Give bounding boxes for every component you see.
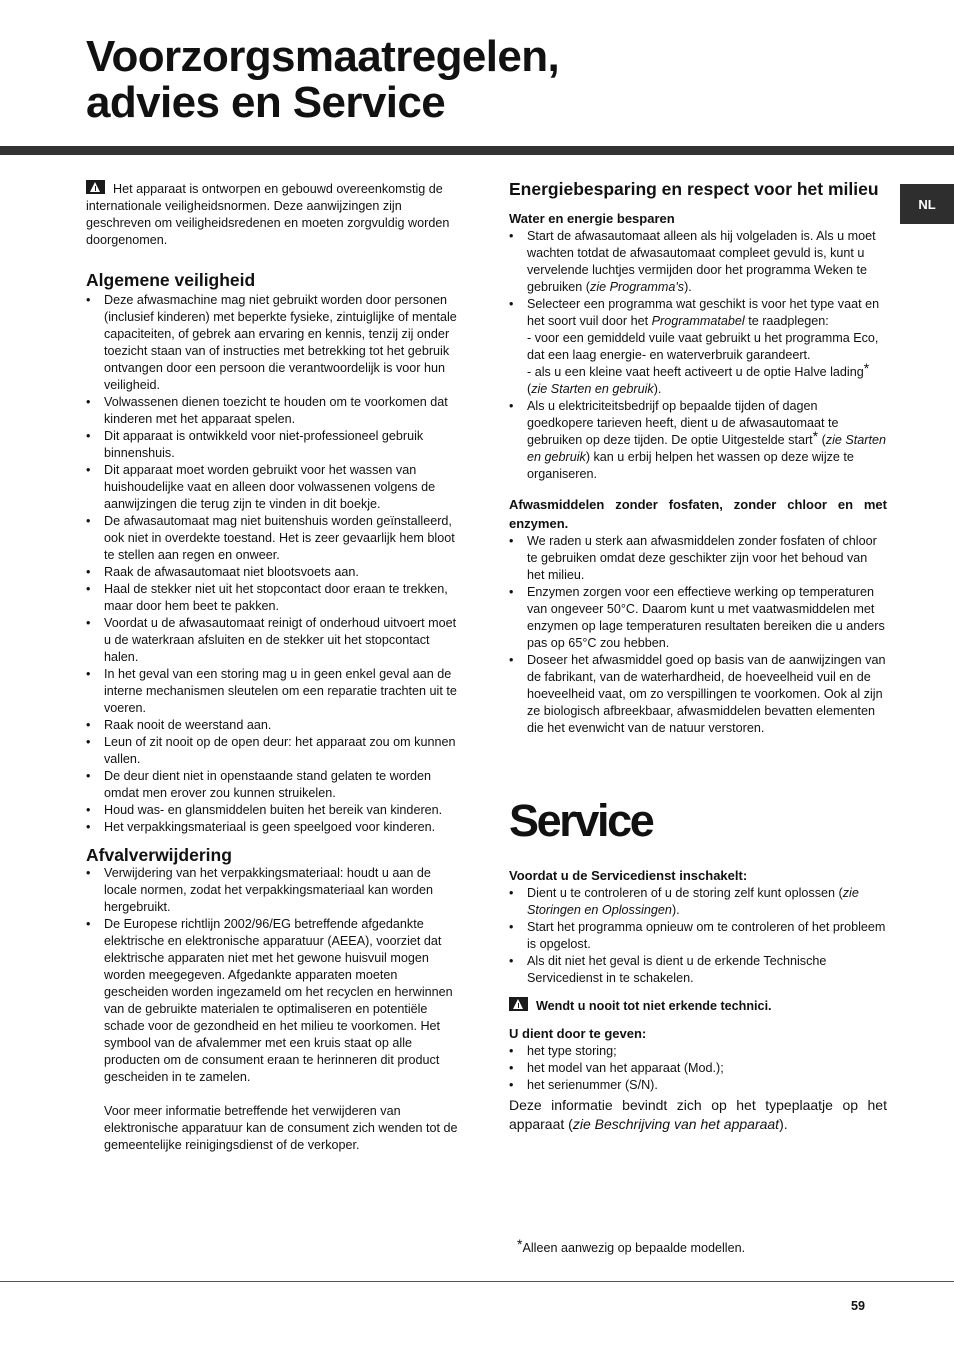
footnote-star: * [517,1236,523,1252]
list-item: • Voordat u de afwasautomaat reinigt of onderhoud uitvoert moet u de waterkraan afsluiten en de stekker uit het stopcontact halen. [86,615,464,666]
footnote [517,1236,746,1257]
list-item: • Het verpakkingsmateriaal is geen speelgoed voor kinderen. [86,819,464,836]
safety-list [86,292,464,836]
list-item: • Enzymen zorgen voor een effectieve werking op temperaturen van ongeveer 50°C. Daarom kunt u met vaatwasmiddelen met enzymen op lage temperaturen resultaten bereiken die u anders pas op 65°C zou hebben. [509,584,887,652]
energy-heading: Energiebesparing en respect voor het milieu [509,179,879,199]
cross-reference: zie Starten en gebruik [531,382,654,396]
list-item: • In het geval van een storing mag u in geen enkel geval aan de interne mechanismen sleutelen om een reparatie trachten uit te voeren. [86,666,464,717]
water-list [509,228,887,483]
list-item: • De deur dient niet in openstaande stand gelaten te worden omdat men erover zou kunnen struikelen. [86,768,464,802]
list-item: • het type storing; [509,1043,887,1060]
sub-item: - als u een kleine vaat heeft activeert u de optie Halve lading* (zie Starten en gebruik). [527,360,870,396]
list-item: • Raak de afwasautomaat niet blootsvoets aan. [86,564,464,581]
list-item: • Als dit niet het geval is dient u de erkende Technische Servicedienst in te schakelen. [509,953,887,987]
list-item: • De afwasautomaat mag niet buitenshuis worden geïnstalleerd, ook niet in overdekte toestand. Het is zeer gevaarlijk hem bloot te stellen aan regen en onweer. [86,513,464,564]
cross-reference: zie Beschrijving van het apparaat [572,1116,780,1132]
list-item: • We raden u sterk aan afwasmiddelen zonder fosfaten of chloor te gebruiken omdat deze geschikter zijn voor het behoud van het milieu. [509,533,887,584]
footnote-star: * [863,360,870,376]
list-item: • Dient u te controleren of u de storing zelf kunt oplossen (zie Storingen en Oplossingen). [509,885,887,919]
list-item: • Deze afwasmachine mag niet gebruikt worden door personen (inclusief kinderen) met beperkte fysieke, zintuiglijke of mentale capaciteiten, of gebrek aan ervaring en kennis, tenzij zij onder toezicht staan van of instructies met betrekking tot het gebruik ontvangen door een persoon die verantwoordelijk is voor hun veiligheid. [86,292,464,394]
list-item: • het model van het apparaat (Mod.); [509,1060,887,1077]
before-heading: Voordat u de Servicedienst inschakelt: [509,868,748,883]
detergent-heading: Afwasmiddelen zonder fosfaten, zonder chloor en met enzymen. [509,497,887,531]
service-title: Service [509,795,653,846]
list-item: • Volwassenen dienen toezicht te houden om te voorkomen dat kinderen met het apparaat spelen. [86,394,464,428]
intro-paragraph [86,180,464,249]
list-item: • het serienummer (S/N). [509,1077,887,1094]
cross-reference: Programmatabel [651,314,745,328]
header-rule [0,146,954,155]
page-number: 59 [851,1299,866,1313]
list-item: • De Europese richtlijn 2002/96/EG betreffende afgedankte elektrische en elektronische apparatuur (AEEA), voorziet dat elektrische apparaten niet met het gewone huisvuil mogen worden meegegeven. Afgedankte apparaten moeten gescheiden worden ingezameld om het recyclen en herwinnen van de gebruikte materialen te optimaliseren en potentiële schade voor de gezondheid en het milieu te voorkomen. Het symbool van de afvalemmer met een kruis staat op alle producten om de consument eraan te herinneren dit product gescheiden in te zamelen. [86,916,464,1086]
cross-reference: zie Programma's [590,280,685,294]
list-item: • Haal de stekker niet uit het stopcontact door eraan te trekken, maar door hem beet te pakken. [86,581,464,615]
page-title [86,34,559,126]
cross-reference: zie Storingen en Oplossingen [527,886,859,917]
list-item: • Verwijdering van het verpakkingsmateriaal: houdt u aan de locale normen, zodat het verpakkingsmateriaal kan worden hergebruikt. [86,865,464,916]
list-item: • Start de afwasautomaat alleen als hij volgeladen is. Als u moet wachten totdat de afwasautomaat compleet gevuld is, kunt u vervelende luchtjes vermijden door het programma Weken te gebruiken (zie Programma's). [509,228,887,296]
list-item: • Start het programma opnieuw om te controleren of het probleem is opgelost. [509,919,887,953]
list-item: • Selecteer een programma wat geschikt is voor het type vaat en het soort vuil door het Programmatabel te raadplegen: - voor een gemiddeld vuile vaat gebruikt u het programma Eco, dat een laag energie- en waterverbruik garandeert. - als u een kleine vaat heeft activeert u de optie Halve lading* (zie Starten en gebruik). [509,296,887,398]
closing-paragraph: Deze informatie bevindt zich op het typeplaatje op het apparaat (zie Beschrijving van het apparaat). [509,1097,887,1132]
list-item: • Dit apparaat is ontwikkeld voor niet-professioneel gebruik binnenshuis. [86,428,464,462]
cross-reference: zie Starten en gebruik [527,433,886,464]
water-heading: Water en energie besparen [509,211,675,226]
list-item: • Raak nooit de weerstand aan. [86,717,464,734]
footnote-text: Alleen aanwezig op bepaalde modellen. [522,1241,746,1255]
list-item: • Houd was- en glansmiddelen buiten het bereik van kinderen. [86,802,464,819]
list-item: • Doseer het afwasmiddel goed op basis van de aanwijzingen van de fabrikant, van de waterhardheid, de hoeveelheid vuil en de hoeveelheid vaat, om zo verspillingen te voorkomen. Ook al zijn ze biologisch afbreekbaar, afwasmiddelen bevatten elementen die het evenwicht van de natuur verstoren. [509,652,887,737]
safety-heading: Algemene veiligheid [86,270,256,290]
technician-warning: Wendt u nooit tot niet erkende technici. [509,997,887,1015]
waste-heading: Afvalverwijdering [86,845,232,865]
list-item: • Als u elektriciteitsbedrijf op bepaalde tijden of dagen goedkopere tarieven heeft, dient u de afwasautomaat te gebruiken op deze tijden. De optie Uitgestelde start* (zie Starten en gebruik) kan u erbij helpen het wassen op deze wijze te organiseren. [509,398,887,483]
warning-icon [86,180,105,194]
page-title-line2: advies en Service [86,78,446,127]
footer-rule [0,1281,954,1282]
list-item: • Dit apparaat moet worden gebruikt voor het wassen van huishoudelijke vaat en alleen door volwassenen volgens de aanwijzingen die terug zijn te vinden in dit boekje. [86,462,464,513]
right-column [509,180,887,1134]
sub-item: - voor een gemiddeld vuile vaat gebruikt u het programma Eco, dat een laag energie- en waterverbruik garandeert. [527,331,879,362]
footnote-star: * [812,428,819,444]
give-heading: U dient door te geven: [509,1026,647,1041]
language-tab: NL [900,184,954,224]
give-list [509,1043,887,1094]
warning-icon [509,997,528,1011]
left-column [86,180,464,1154]
before-list [509,885,887,987]
list-item: • Leun of zit nooit op de open deur: het apparaat zou om kunnen vallen. [86,734,464,768]
page-title-line1: Voorzorgsmaatregelen, [86,32,560,81]
detergent-list [509,533,887,737]
waste-list [86,865,464,1086]
intro-text: Het apparaat is ontworpen en gebouwd overeenkomstig de internationale veiligheidsnormen. Deze aanwijzingen zijn geschreven om veiligheidsredenen en moeten zorgvuldig worden doorgenomen. [86,182,450,247]
waste-note: Voor meer informatie betreffende het verwijderen van elektronische apparatuur kan de consument zich wenden tot de gemeentelijke reinigingsdienst of de verkoper. [104,1104,458,1152]
